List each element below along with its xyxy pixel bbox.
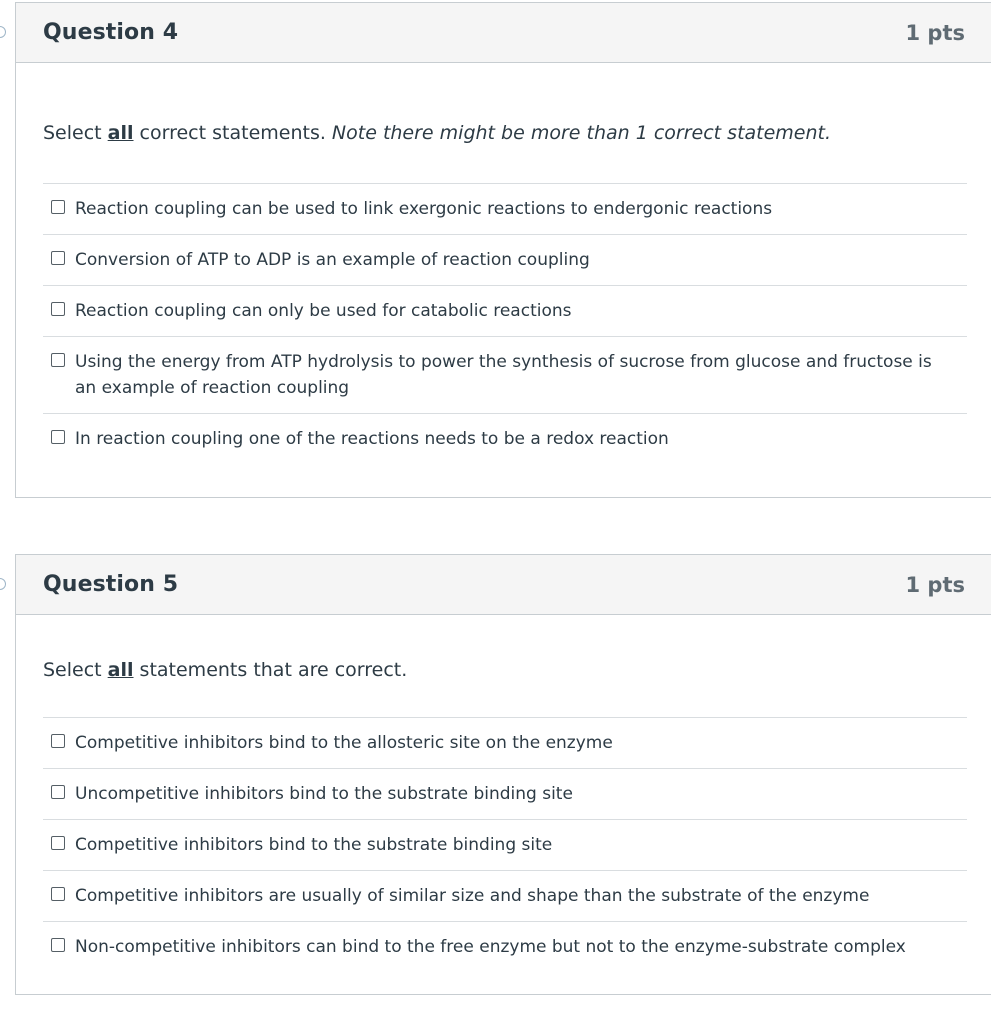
answer-option[interactable]	[43, 820, 967, 871]
prompt-emphasis: all	[107, 659, 134, 681]
answer-label[interactable]: Competitive inhibitors bind to the allosteric site on the enzyme	[75, 733, 613, 753]
question-title: Question 5	[43, 572, 179, 597]
answer-option[interactable]	[43, 235, 967, 286]
answer-checkbox[interactable]	[51, 251, 65, 265]
prompt-text: Select	[43, 122, 108, 144]
answer-option[interactable]	[43, 922, 967, 972]
answer-label[interactable]: Reaction coupling can only be used for catabolic reactions	[75, 301, 572, 321]
answer-label[interactable]: Reaction coupling can be used to link exergonic reactions to endergonic reactions	[75, 199, 773, 219]
prompt-text: correct statements.	[133, 122, 332, 144]
answer-checkbox[interactable]	[51, 430, 65, 444]
prompt-note: Note there might be more than 1 correct statement.	[331, 122, 832, 144]
answer-option[interactable]	[43, 718, 967, 769]
answer-list	[43, 717, 967, 972]
question-points: 1 pts	[905, 572, 965, 597]
answer-option[interactable]	[43, 871, 967, 922]
answer-label[interactable]: Conversion of ATP to ADP is an example of reaction coupling	[75, 250, 590, 270]
question-header	[16, 3, 991, 63]
question-body	[16, 120, 991, 464]
answer-option[interactable]	[43, 286, 967, 337]
question-body	[16, 657, 991, 972]
question-card-5	[15, 554, 991, 995]
answer-option[interactable]	[43, 769, 967, 820]
answer-option[interactable]	[43, 184, 967, 235]
answer-label[interactable]: Uncompetitive inhibitors bind to the substrate binding site	[75, 784, 573, 804]
question-header	[16, 555, 991, 615]
question-card-4	[15, 2, 991, 498]
answer-checkbox[interactable]	[51, 887, 65, 901]
answer-label[interactable]: Competitive inhibitors bind to the substrate binding site	[75, 835, 553, 855]
answer-checkbox[interactable]	[51, 200, 65, 214]
answer-checkbox[interactable]	[51, 785, 65, 799]
answer-checkbox[interactable]	[51, 938, 65, 952]
question-prompt	[43, 657, 967, 683]
question-points: 1 pts	[905, 20, 965, 45]
prompt-text: statements that are correct.	[133, 659, 408, 681]
answer-option[interactable]	[43, 414, 967, 464]
prompt-emphasis: all	[107, 122, 134, 144]
answer-label[interactable]: Using the energy from ATP hydrolysis to power the synthesis of sucrose from glucose and fructose is an example of reaction coupling	[75, 352, 932, 398]
answer-list	[43, 183, 967, 464]
question-title: Question 4	[43, 20, 179, 45]
answer-checkbox[interactable]	[51, 302, 65, 316]
prompt-text: Select	[43, 659, 108, 681]
answer-label[interactable]: In reaction coupling one of the reactions needs to be a redox reaction	[75, 429, 669, 449]
question-nav-marker-icon[interactable]	[0, 26, 6, 38]
answer-label[interactable]: Competitive inhibitors are usually of similar size and shape than the substrate of the enzyme	[75, 886, 870, 906]
answer-checkbox[interactable]	[51, 353, 65, 367]
answer-option[interactable]	[43, 337, 967, 414]
question-prompt	[43, 120, 967, 146]
question-nav-marker-icon[interactable]	[0, 578, 6, 590]
answer-label[interactable]: Non-competitive inhibitors can bind to the free enzyme but not to the enzyme-substrate complex	[75, 937, 906, 957]
answer-checkbox[interactable]	[51, 836, 65, 850]
answer-checkbox[interactable]	[51, 734, 65, 748]
